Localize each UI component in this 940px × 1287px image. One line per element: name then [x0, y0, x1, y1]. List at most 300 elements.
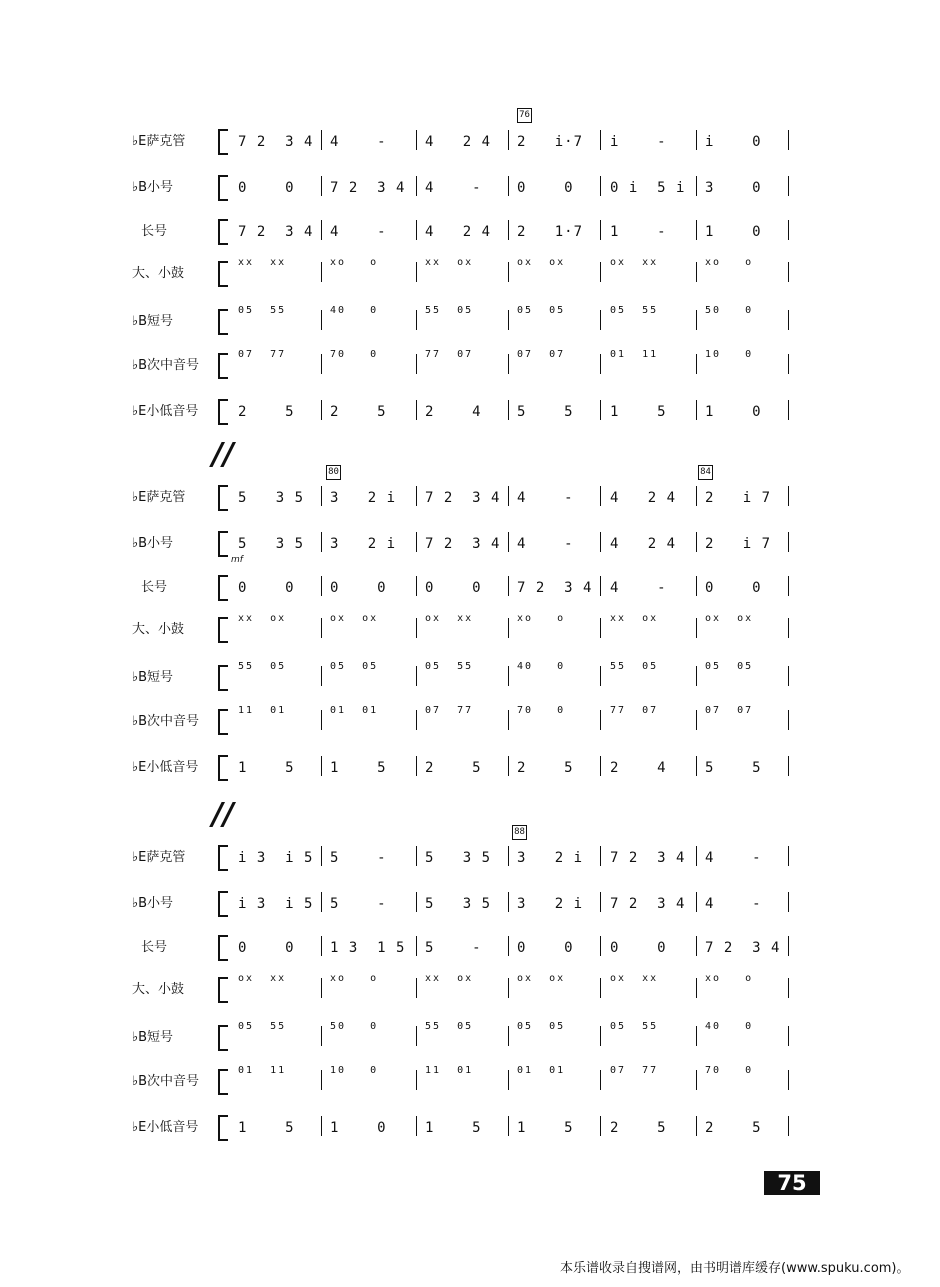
measure: 05 55: [425, 661, 474, 672]
barline: [508, 310, 509, 330]
measure: 3 2 i: [517, 896, 584, 912]
measure: 5 3 5: [425, 896, 492, 912]
measure: 0 0: [425, 580, 482, 596]
barline: [696, 354, 697, 374]
barline: [416, 576, 417, 596]
staff-bracket: [218, 1025, 228, 1051]
measure: 70 0: [517, 705, 566, 716]
measure: 2 i·7: [517, 134, 584, 150]
staff-bracket: [218, 219, 228, 245]
staff-row: [0, 894, 940, 934]
measure: xx ox: [238, 613, 287, 624]
barline: [600, 710, 601, 730]
instrument-label: ♭B次中音号: [132, 714, 200, 729]
barline: [788, 532, 789, 552]
measure: 0 i 5 i: [610, 180, 686, 196]
staff-row: [0, 613, 940, 660]
barline: [788, 400, 789, 420]
measure: ox ox: [517, 257, 566, 268]
measure: 40 0: [330, 305, 379, 316]
staff-row: [0, 661, 940, 708]
barline: [508, 354, 509, 374]
barline: [321, 978, 322, 998]
barline: [696, 892, 697, 912]
measure: 5 -: [330, 850, 387, 866]
barline: [416, 978, 417, 998]
staff-row: [0, 848, 940, 888]
barline: [600, 576, 601, 596]
measure: 0 0: [517, 940, 574, 956]
measure: 2 5: [330, 404, 387, 420]
staff-row: [0, 1021, 940, 1068]
barline: [600, 262, 601, 282]
measure: 0 0: [610, 940, 667, 956]
measure: 1 5: [330, 760, 387, 776]
system-separator-icon: //: [212, 437, 234, 472]
staff-bracket: [218, 175, 228, 201]
measure: 0 0: [330, 580, 387, 596]
measure: i 3 i 5: [238, 850, 314, 866]
measure: 2 5: [610, 1120, 667, 1136]
barline: [600, 936, 601, 956]
barline: [321, 846, 322, 866]
measure: 40 0: [705, 1021, 754, 1032]
barline: [321, 400, 322, 420]
instrument-label: ♭B次中音号: [132, 1074, 200, 1089]
staff-row: [0, 488, 940, 528]
measure: 1 3 1 5: [330, 940, 406, 956]
measure: 10 0: [330, 1065, 379, 1076]
instrument-label: ♭E萨克管: [132, 490, 186, 505]
measure: xx ox: [425, 973, 474, 984]
staff-bracket: [218, 1069, 228, 1095]
measure: 2 5: [425, 760, 482, 776]
measure: 1 5: [238, 1120, 295, 1136]
measure: 4 -: [330, 134, 387, 150]
instrument-label: 长号: [140, 224, 167, 239]
barline: [416, 1026, 417, 1046]
barline: [696, 756, 697, 776]
barline: [600, 1070, 601, 1090]
measure: 5 5: [517, 404, 574, 420]
measure: 1 5: [425, 1120, 482, 1136]
barline: [696, 576, 697, 596]
rehearsal-mark: 80: [326, 465, 341, 480]
barline: [600, 1026, 601, 1046]
measure: 2 5: [238, 404, 295, 420]
barline: [600, 354, 601, 374]
barline: [696, 176, 697, 196]
staff-bracket: [218, 617, 228, 643]
barline: [321, 220, 322, 240]
staff-bracket: [218, 755, 228, 781]
instrument-label: ♭B短号: [132, 314, 174, 329]
measure: 5 5: [705, 760, 762, 776]
barline: [416, 310, 417, 330]
instrument-label: 大、小鼓: [132, 982, 185, 997]
barline: [696, 130, 697, 150]
measure: 4 2 4: [425, 224, 492, 240]
barline: [788, 618, 789, 638]
barline: [321, 1116, 322, 1136]
measure: xo o: [705, 973, 754, 984]
barline: [696, 978, 697, 998]
staff-bracket: [218, 709, 228, 735]
instrument-label: 大、小鼓: [132, 266, 185, 281]
measure: 0 0: [238, 940, 295, 956]
barline: [788, 710, 789, 730]
barline: [321, 666, 322, 686]
measure: 7 2 3 4: [425, 490, 501, 506]
barline: [600, 618, 601, 638]
measure: 1 5: [517, 1120, 574, 1136]
barline: [508, 1116, 509, 1136]
measure: 5 3 5: [238, 536, 305, 552]
barline: [416, 756, 417, 776]
measure: 5 3 5: [238, 490, 305, 506]
measure: 2 4: [425, 404, 482, 420]
barline: [696, 846, 697, 866]
measure: 7 2 3 4: [425, 536, 501, 552]
measure: 3 2 i: [517, 850, 584, 866]
measure: 1 -: [610, 224, 667, 240]
barline: [321, 618, 322, 638]
measure: i -: [610, 134, 667, 150]
measure: 7 2 3 4: [517, 580, 593, 596]
barline: [788, 1116, 789, 1136]
measure: 4 2 4: [610, 490, 677, 506]
measure: 3 0: [705, 180, 762, 196]
measure: 1 0: [330, 1120, 387, 1136]
instrument-label: ♭E小低音号: [132, 760, 199, 775]
barline: [788, 936, 789, 956]
barline: [321, 486, 322, 506]
barline: [696, 486, 697, 506]
measure: xx xx: [238, 257, 287, 268]
instrument-label: ♭E萨克管: [132, 134, 186, 149]
staff-bracket: [218, 129, 228, 155]
barline: [508, 532, 509, 552]
measure: ox ox: [705, 613, 754, 624]
measure: 2 i 7: [705, 490, 772, 506]
barline: [508, 756, 509, 776]
barline: [600, 666, 601, 686]
staff-row: [0, 534, 940, 574]
barline: [321, 1070, 322, 1090]
measure: 1 5: [610, 404, 667, 420]
measure: 4 2 4: [610, 536, 677, 552]
barline: [788, 892, 789, 912]
measure: 70 0: [705, 1065, 754, 1076]
barline: [508, 846, 509, 866]
instrument-label: ♭E小低音号: [132, 1120, 199, 1135]
measure: xo o: [330, 257, 379, 268]
barline: [600, 176, 601, 196]
measure: 05 55: [610, 305, 659, 316]
instrument-label: 长号: [140, 580, 167, 595]
barline: [600, 892, 601, 912]
barline: [416, 532, 417, 552]
measure: 40 0: [517, 661, 566, 672]
barline: [416, 710, 417, 730]
staff-bracket: [218, 665, 228, 691]
barline: [788, 1026, 789, 1046]
barline: [788, 310, 789, 330]
barline: [696, 262, 697, 282]
instrument-label: 大、小鼓: [132, 622, 185, 637]
measure: 07 77: [610, 1065, 659, 1076]
measure: i 3 i 5: [238, 896, 314, 912]
barline: [416, 666, 417, 686]
barline: [508, 262, 509, 282]
barline: [508, 486, 509, 506]
barline: [788, 262, 789, 282]
barline: [321, 1026, 322, 1046]
measure: 05 55: [610, 1021, 659, 1032]
barline: [600, 310, 601, 330]
barline: [696, 1026, 697, 1046]
measure: 05 05: [517, 305, 566, 316]
staff-row: [0, 257, 940, 304]
barline: [788, 846, 789, 866]
barline: [788, 978, 789, 998]
measure: ox xx: [610, 973, 659, 984]
barline: [321, 710, 322, 730]
staff-row: [0, 305, 940, 352]
barline: [508, 892, 509, 912]
staff-bracket: [218, 399, 228, 425]
measure: 7 2 3 4: [238, 224, 314, 240]
measure: i 0: [705, 134, 762, 150]
staff-bracket: [218, 935, 228, 961]
barline: [508, 576, 509, 596]
measure: 11 01: [238, 705, 287, 716]
staff-row: [0, 349, 940, 396]
barline: [788, 1070, 789, 1090]
barline: [788, 176, 789, 196]
barline: [696, 1116, 697, 1136]
measure: 10 0: [705, 349, 754, 360]
barline: [600, 532, 601, 552]
measure: 2 5: [705, 1120, 762, 1136]
barline: [600, 486, 601, 506]
barline: [321, 310, 322, 330]
staff-bracket: [218, 353, 228, 379]
measure: xx ox: [425, 257, 474, 268]
barline: [788, 576, 789, 596]
measure: 55 05: [610, 661, 659, 672]
barline: [321, 176, 322, 196]
measure: 4 -: [705, 896, 762, 912]
staff-row: [0, 222, 940, 262]
barline: [321, 130, 322, 150]
measure: 05 55: [238, 1021, 287, 1032]
barline: [696, 220, 697, 240]
staff-row: [0, 1118, 940, 1158]
barline: [321, 576, 322, 596]
measure: 4 -: [610, 580, 667, 596]
staff-row: [0, 132, 940, 172]
barline: [508, 936, 509, 956]
staff-bracket: [218, 575, 228, 601]
barline: [508, 666, 509, 686]
measure: 3 2 i: [330, 536, 397, 552]
instrument-label: ♭B短号: [132, 670, 174, 685]
measure: 7 2 3 4: [705, 940, 781, 956]
barline: [788, 666, 789, 686]
staff-row: [0, 1065, 940, 1112]
barline: [416, 846, 417, 866]
measure: 4 -: [517, 536, 574, 552]
measure: 77 07: [425, 349, 474, 360]
barline: [416, 400, 417, 420]
measure: 0 0: [705, 580, 762, 596]
barline: [321, 354, 322, 374]
barline: [508, 1026, 509, 1046]
staff-bracket: [218, 309, 228, 335]
rehearsal-mark: 84: [698, 465, 713, 480]
measure: 0 0: [517, 180, 574, 196]
measure: 07 07: [705, 705, 754, 716]
barline: [508, 130, 509, 150]
barline: [321, 262, 322, 282]
staff-row: [0, 758, 940, 798]
measure: 1 0: [705, 404, 762, 420]
measure: 2 1·7: [517, 224, 584, 240]
measure: 4 -: [425, 180, 482, 196]
measure: 01 11: [238, 1065, 287, 1076]
barline: [508, 1070, 509, 1090]
barline: [508, 176, 509, 196]
barline: [600, 756, 601, 776]
barline: [696, 936, 697, 956]
barline: [696, 618, 697, 638]
staff-bracket: [218, 1115, 228, 1141]
measure: 50 0: [330, 1021, 379, 1032]
staff-bracket: [218, 531, 228, 557]
staff-bracket: [218, 485, 228, 511]
measure: 07 77: [238, 349, 287, 360]
measure: 01 01: [330, 705, 379, 716]
measure: 01 01: [517, 1065, 566, 1076]
page-number: 75: [764, 1171, 820, 1195]
measure: 7 2 3 4: [610, 850, 686, 866]
staff-bracket: [218, 261, 228, 287]
measure: ox xx: [238, 973, 287, 984]
barline: [600, 846, 601, 866]
measure: 4 -: [705, 850, 762, 866]
instrument-label: ♭E小低音号: [132, 404, 199, 419]
measure: ox xx: [610, 257, 659, 268]
measure: 55 05: [425, 1021, 474, 1032]
staff-bracket: [218, 845, 228, 871]
staff-row: [0, 973, 940, 1020]
measure: xx ox: [610, 613, 659, 624]
instrument-label: ♭B次中音号: [132, 358, 200, 373]
barline: [788, 220, 789, 240]
staff-row: [0, 705, 940, 752]
barline: [696, 710, 697, 730]
measure: 2 4: [610, 760, 667, 776]
instrument-label: ♭B小号: [132, 180, 174, 195]
barline: [416, 486, 417, 506]
barline: [508, 400, 509, 420]
measure: xo o: [517, 613, 566, 624]
barline: [508, 978, 509, 998]
barline: [696, 532, 697, 552]
measure: 2 i 7: [705, 536, 772, 552]
measure: 1 0: [705, 224, 762, 240]
barline: [788, 354, 789, 374]
measure: ox ox: [517, 973, 566, 984]
barline: [416, 618, 417, 638]
measure: 2 5: [517, 760, 574, 776]
measure: 05 55: [238, 305, 287, 316]
staff-row: [0, 402, 940, 442]
measure: 11 01: [425, 1065, 474, 1076]
barline: [600, 400, 601, 420]
instrument-label: ♭B小号: [132, 536, 174, 551]
staff-row: [0, 178, 940, 218]
barline: [508, 618, 509, 638]
measure: ox ox: [330, 613, 379, 624]
measure: 05 05: [330, 661, 379, 672]
barline: [321, 892, 322, 912]
staff-row: [0, 578, 940, 618]
footer-source: 本乐谱收录自搜谱网，由书明谱库缓存(www.spuku.com)。: [560, 1261, 910, 1276]
measure: 7 2 3 4: [610, 896, 686, 912]
barline: [696, 400, 697, 420]
instrument-label: ♭B短号: [132, 1030, 174, 1045]
measure: 77 07: [610, 705, 659, 716]
measure: 07 07: [517, 349, 566, 360]
measure: 5 -: [425, 940, 482, 956]
dynamic-marking: mf: [231, 555, 243, 565]
barline: [416, 1116, 417, 1136]
measure: 5 3 5: [425, 850, 492, 866]
barline: [416, 936, 417, 956]
barline: [321, 756, 322, 776]
measure: 0 0: [238, 580, 295, 596]
instrument-label: ♭B小号: [132, 896, 174, 911]
measure: 4 -: [517, 490, 574, 506]
measure: 0 0: [238, 180, 295, 196]
barline: [416, 220, 417, 240]
measure: xo o: [330, 973, 379, 984]
barline: [788, 756, 789, 776]
barline: [416, 262, 417, 282]
barline: [600, 978, 601, 998]
barline: [600, 130, 601, 150]
measure: 3 2 i: [330, 490, 397, 506]
barline: [600, 220, 601, 240]
measure: 07 77: [425, 705, 474, 716]
measure: 70 0: [330, 349, 379, 360]
staff-bracket: [218, 977, 228, 1003]
barline: [416, 176, 417, 196]
barline: [696, 1070, 697, 1090]
rehearsal-mark: 88: [512, 825, 527, 840]
barline: [416, 354, 417, 374]
measure: 05 05: [705, 661, 754, 672]
measure: 4 -: [330, 224, 387, 240]
barline: [508, 710, 509, 730]
barline: [600, 1116, 601, 1136]
barline: [416, 1070, 417, 1090]
measure: 05 05: [517, 1021, 566, 1032]
staff-row: [0, 938, 940, 978]
system-separator-icon: //: [212, 797, 234, 832]
